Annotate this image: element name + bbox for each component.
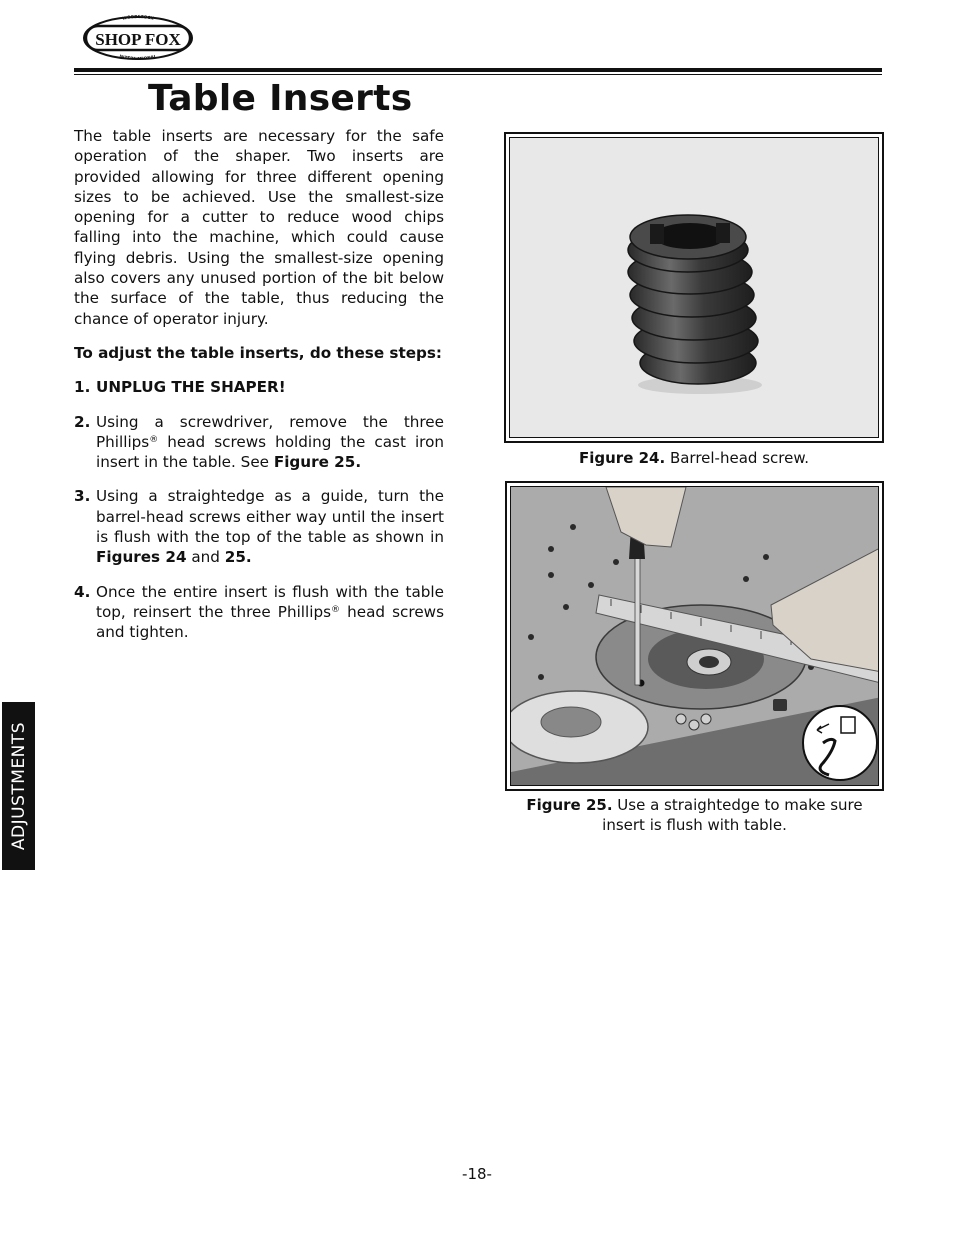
- steps-lead: To adjust the table inserts, do these steps:: [74, 343, 443, 362]
- step-1: [74, 377, 444, 397]
- svg-text:INTERNATIONAL: INTERNATIONAL: [118, 53, 158, 62]
- step-number: 1.: [74, 378, 91, 397]
- figure-ref: Figure 25: [273, 453, 356, 472]
- figure-25-frame: [505, 481, 884, 791]
- page-title: Table Inserts: [148, 78, 413, 119]
- barrel-head-screw-image: [510, 138, 879, 438]
- figure-24-caption: Figure 24. Barrel-head screw.: [579, 449, 809, 467]
- side-tab-label: ADJUSTMENTS: [8, 721, 29, 851]
- step-text: UNPLUG THE SHAPER!: [96, 378, 286, 397]
- figure-25-caption: Figure 25. Use a straightedge to make sure insert is flush with table.: [526, 796, 863, 834]
- figure-ref: Figures 24: [96, 548, 187, 567]
- figure-ref: 25: [224, 548, 246, 567]
- figure-label: Figure 25.: [526, 796, 613, 814]
- registered-mark: ®: [331, 604, 341, 615]
- step-number: 4.: [74, 582, 91, 601]
- step-2: 2. Using a screwdriver, remove the three Phillips® head screws holding the cast iron insert in the table. See Figure 25.: [74, 412, 444, 472]
- svg-text:WOODSTOCK: WOODSTOCK: [121, 14, 155, 21]
- step-4: 4. Once the entire insert is flush with the table top, reinsert the three Phillips® head screws and tighten.: [74, 582, 444, 642]
- section-side-tab: [2, 702, 35, 870]
- figure-24-frame: [504, 132, 884, 443]
- step-number: 2.: [74, 412, 91, 431]
- straightedge-on-table-image: [511, 487, 879, 786]
- step-3: 3. Using a straightedge as a guide, turn the barrel-head screws either way until the insert is flush with the top of the table as shown in Figures 24 and 25.: [74, 487, 444, 567]
- header-rule-thin: [74, 74, 882, 75]
- shop-fox-logo: [82, 14, 194, 62]
- page-number: -18-: [462, 1165, 492, 1183]
- logo-text: SHOP FOX: [95, 30, 181, 49]
- intro-paragraph: The table inserts are necessary for the safe operation of the shaper. Two inserts are provided allowing for three different opening sizes to be achieved. Use the smallest-size opening for a cutter to reduce wood chips falling into the machine, which could cause flying debris. Using the smallest-size opening also covers any unused portion of the bit below the surface of the table, thus reducing the chance of operator injury.: [74, 127, 444, 328]
- text-column: [74, 126, 444, 657]
- figure-label: Figure 24.: [579, 449, 666, 467]
- step-number: 3.: [74, 487, 91, 506]
- registered-mark: ®: [149, 434, 159, 445]
- header-rule: [74, 68, 882, 72]
